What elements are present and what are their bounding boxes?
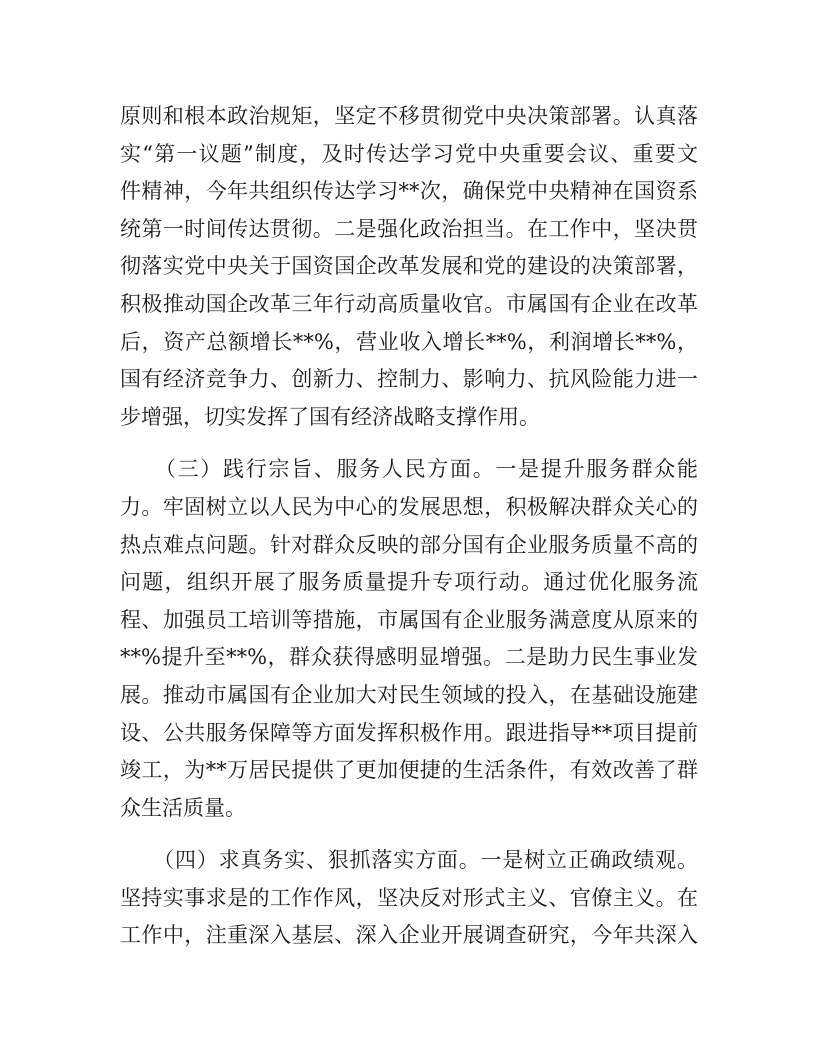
text-line: 统第一时间传达贯彻。二是强化政治担当。在工作中，坚决贯 — [120, 216, 698, 241]
text-line: 竣工，为**万居民提供了更加便捷的生活条件，有效改善了群 — [120, 758, 698, 783]
text-line: 问题，组织开展了服务质量提升专项行动。通过优化服务流 — [120, 570, 698, 595]
text-line: （四）求真务实、狠抓落实方面。一是树立正确政绩观。 — [120, 848, 698, 873]
text-line: 程、加强员工培训等措施，市属国有企业服务满意度从原来的 — [120, 607, 698, 632]
text-line: 众生活质量。 — [120, 795, 246, 820]
paragraph-political-discipline — [120, 98, 698, 436]
text-line: 原则和根本政治规矩，坚定不移贯彻党中央决策部署。认真落 — [120, 104, 698, 128]
text-line: 积极推动国企改革三年行动高质量收官。市属国有企业在改革 — [120, 291, 698, 316]
text-line: 力。牢固树立以人民为中心的发展思想，积极解决群众关心的 — [120, 494, 698, 519]
text-line: 步增强，切实发挥了国有经济战略支撑作用。 — [120, 404, 540, 429]
text-line: 实“第一议题”制度，及时传达学习党中央重要会议、重要文 — [120, 141, 698, 166]
text-line: 国有经济竞争力、创新力、控制力、影响力、抗风险能力进一 — [120, 367, 698, 392]
document-body — [120, 98, 698, 955]
text-line: 设、公共服务保障等方面发挥积极作用。跟进指导**项目提前 — [120, 720, 698, 745]
text-line: 彻落实党中央关于国资国企改革发展和党的建设的决策部署， — [120, 254, 698, 279]
text-line: 展。推动市属国有企业加大对民生领域的投入，在基础设施建 — [120, 682, 698, 707]
paragraph-gap — [120, 436, 698, 451]
text-line: **%提升至**%，群众获得感明显增强。二是助力民生事业发 — [120, 645, 698, 670]
paragraph-serve-people — [120, 451, 698, 827]
text-line: 热点难点问题。针对群众反映的部分国有企业服务质量不高的 — [120, 532, 698, 557]
text-line: 坚持实事求是的工作作风，坚决反对形式主义、官僚主义。在 — [120, 885, 698, 910]
text-line: 工作中，注重深入基层、深入企业开展调查研究，今年共深入 — [120, 923, 698, 948]
paragraph-practical-work — [120, 842, 698, 955]
text-line: （三）践行宗旨、服务人民方面。一是提升服务群众能 — [120, 457, 698, 482]
paragraph-gap — [120, 827, 698, 842]
text-line: 件精神，今年共组织传达学习**次，确保党中央精神在国资系 — [120, 179, 698, 204]
text-line: 后，资产总额增长**%，营业收入增长**%，利润增长**%， — [120, 329, 698, 354]
